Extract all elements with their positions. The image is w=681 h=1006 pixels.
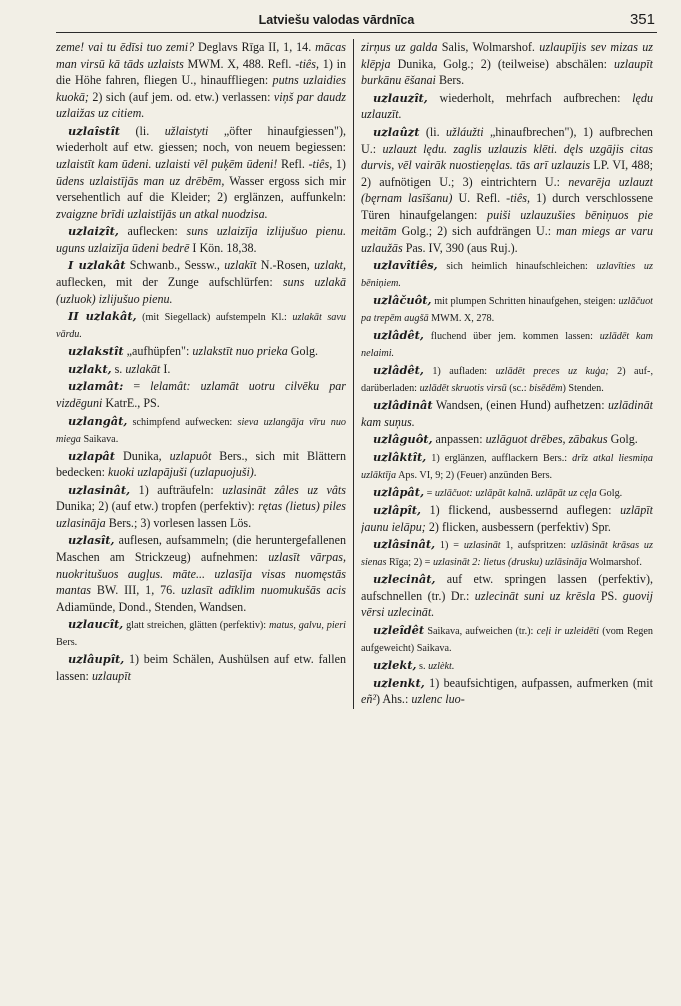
latvian-example: zirņus uz galda (361, 40, 438, 54)
entry-text: 1) aufladen: (423, 366, 496, 378)
entry-text: Bers., sich mit Blättern bedecken: (56, 448, 346, 480)
entry-text: Golg.; 2) sich aufdrängen U.: (396, 224, 557, 239)
entry-text: auf etw. springen lassen (perfektiv), aufschnellen (tr.) Dr.: (361, 572, 653, 603)
entry-text: (li. (120, 123, 165, 138)
entry-text: „aufhüpfen": (123, 344, 193, 359)
entry-text: „öfter hinaufgiessen"), wiederholt auf etw. giessen; noch, von neuem begiessen: (56, 123, 346, 155)
entry-text: fluchend über jem. kommen lassen: (423, 331, 600, 343)
entry-text: (mit Siegellack) aufstempeln Kl.: (136, 312, 293, 324)
entry-text: auflecken: (118, 224, 187, 239)
latvian-example: -tiês, (295, 56, 320, 71)
entry-text: 2) auf-, darüberladen: (361, 366, 653, 395)
entry-text: Aps. VI, 9; 2) (Feuer) anzünden Bers. (396, 469, 553, 481)
entry-text: (sc.: (506, 383, 530, 395)
latvian-example: uzlavīties uz bēniņiem. (361, 261, 653, 290)
entry-text: Dunika, Golg.; 2) (teilweise) abschälen: (390, 56, 615, 71)
dictionary-entry (361, 536, 653, 570)
entry-text: 1) beim Schälen, Aushülsen auf etw. fallen lassen: (56, 652, 346, 683)
dictionary-entry (361, 502, 653, 535)
dictionary-entry (361, 449, 653, 483)
latvian-example: uzlāguot drēbes, zābakus (485, 432, 608, 447)
entry-text: (li. (419, 124, 446, 139)
entry-text: 1) aufträufeln: (130, 482, 223, 497)
entry-text: 2) sich (auf jem. od. etw.) verlassen: (88, 89, 274, 104)
latvian-example: uzlasīt adīklim nuomukušās acis (181, 583, 346, 598)
dictionary-entry (361, 124, 653, 257)
entry-text: s. (416, 660, 429, 672)
headword: uzlekt, (373, 657, 417, 672)
headword: II uzlakât, (68, 309, 137, 324)
latvian-example: uzlenc luo- (411, 692, 465, 707)
latvian-example: -tiês, (308, 157, 333, 171)
headword: uzlâpît, (373, 502, 421, 517)
latvian-example: eñ² (361, 692, 377, 707)
dictionary-entry (56, 482, 346, 532)
entry-text: Salis, Wolmarshof. (437, 40, 540, 54)
entry-text: 1) flickend, ausbessernd auflegen: (420, 502, 621, 517)
latvian-example: kuoki uzlapājuši (uzlapuojuši). (108, 465, 257, 480)
latvian-example: uzlèkt. (428, 660, 455, 672)
headword: uzlâdêt, (373, 363, 424, 378)
entry-text: Schwanb., Sessw., (125, 258, 225, 273)
latvian-example: uzlakstīt nuo prieka (192, 344, 288, 359)
latvian-example: užlaistyti (164, 123, 209, 138)
entry-text: ) Ahs.: (376, 692, 412, 707)
headword: uzlâčuôt, (373, 293, 432, 308)
headword: uzlaizît, (68, 224, 119, 239)
entry-text: Wolmarshof. (586, 557, 642, 569)
latvian-example: uzlauzt lędu. zaglis uzlauzis klēti. dęls uzgājis citas durvis, vēl vairāk nuostieņęlas. tās arī uzlauzis (361, 141, 653, 173)
entry-text: Bers. (56, 637, 78, 649)
latvian-example: ūdens uzlaistījās man uz drēbēm, (56, 173, 225, 188)
headword: uzlasît, (68, 533, 115, 548)
latvian-example: suns uzlakā (uzluok) izlijušuo pienu. (56, 275, 346, 306)
latvian-example: matus, galvu, pieri (269, 620, 346, 632)
entry-text: Pas. IV, 390 (aus Ruj.). (402, 240, 518, 255)
headword: uzlavîtiês, (373, 258, 438, 273)
latvian-example: man miegs ar varu uzlaužās (361, 224, 653, 255)
latvian-example: uzlakāt savu vārdu. (56, 312, 346, 341)
entry-text: Saikava, aufweichen (tr.): (424, 625, 537, 637)
entry-text: auflesen, aufsammeln; (die heruntergefallenen Maschen am Strickzeug) aufnehmen: (56, 533, 346, 565)
latvian-example: nevarēja uzlauzt (bęrnam lasīšanu) (361, 174, 653, 206)
headword: uzlâdêt, (373, 328, 424, 343)
headword: uzlapât (68, 448, 116, 463)
entry-text: I Kön. 18,38. (189, 240, 257, 255)
entry-text: 1) durch verschlossene Türen hinaufgelangen: (361, 191, 653, 222)
headword: uzlâguôt, (373, 432, 433, 447)
dictionary-entry (361, 292, 653, 326)
entry-text: Wandsen, (einen Hund) aufhetzen: (432, 398, 608, 413)
entry-text: Wasser ergoss sich mir versehentlich auf die Kleider; 2) erglänzen, auffunkeln: (56, 173, 346, 205)
entry-text: Golg. (287, 344, 319, 359)
entry-text: N.-Rosen, (256, 258, 315, 273)
latvian-example: puiši uzlauzušies bēniņuos pie meitām (361, 207, 653, 239)
latvian-example: uzlādēt kam nelaimi. (361, 331, 653, 360)
entry-continuation (361, 39, 653, 89)
entry-continuation (56, 39, 346, 122)
entry-text: Bers.; 3) vorlesen lassen Lös. (105, 515, 252, 530)
entry-text: BW. III, 1, 76. (90, 583, 182, 598)
latvian-example: uzlāpīt jaunu ielāpu; (361, 502, 653, 534)
entry-text: schimpfend aufwecken: (127, 416, 238, 428)
headword: uzlenkt, (373, 675, 425, 690)
headword: uzlecinât, (373, 572, 436, 587)
latvian-example: -tiês, (506, 191, 531, 206)
entry-text: Bers. (435, 73, 465, 88)
dictionary-entry (361, 622, 653, 656)
latvian-example: uzlaupījis sev mizas uz klēpja (361, 40, 653, 71)
latvian-example: zvaigzne brīdi uzlaistījās un atkal nuodzisa. (56, 206, 268, 221)
dictionary-entry (56, 343, 346, 360)
dictionary-entry (56, 123, 346, 222)
headword: uzlâdinât (373, 398, 433, 413)
entry-text: 1) (332, 157, 346, 171)
latvian-example: sieva uzlangāja vīru nuo miega (56, 416, 346, 445)
entry-text: U. Refl. (452, 191, 507, 206)
dictionary-entry (361, 657, 653, 674)
dictionary-entry (56, 616, 346, 650)
headword: uzlamât: (68, 379, 124, 394)
latvian-example: uzlapuôt (169, 448, 212, 463)
latvian-example: uzlasināt 2: lietus (drusku) uzlāsināja (432, 557, 587, 569)
latvian-example: uzlakāt (125, 361, 161, 376)
two-column-body (56, 39, 657, 709)
headword: uzlaîstît (68, 123, 121, 138)
dictionary-entry (56, 378, 346, 411)
dictionary-entry (56, 223, 346, 256)
latvian-example: uzlasīt vārpas, nuokritušuos augļus. māte... uzlasīja visas nuomęstās mantas (56, 550, 346, 598)
latvian-example: zeme! vai tu ēdīsi tuo zemi? (56, 40, 195, 54)
latvian-example: guovij vērsi uzlecināt. (361, 588, 653, 620)
headword: uzlâupît, (68, 652, 125, 667)
headword: uzlasinât, (68, 482, 131, 497)
entry-text: Adiamünde, Dond., Stenden, Wandsen. (56, 599, 247, 614)
latvian-example: uzlasināt zâles uz vâts (222, 482, 346, 497)
latvian-example: ceļi ir uzleidēti (536, 625, 600, 637)
latvian-example: uzlādēt preces uz kuģa; (495, 366, 609, 378)
latvian-example: uzlaistīt kam ūdeni. uzlaisti vēl puķēm ūdeni! (56, 157, 278, 171)
headword: uzlaucît, (68, 617, 124, 632)
latvian-example: uzlaupīt burkānu ēšanai (361, 56, 653, 88)
dictionary-entry (361, 257, 653, 291)
latvian-example: uzlaupīt (91, 668, 131, 683)
dictionary-entry (56, 413, 346, 447)
latvian-example: lelamât: uzlamāt uotru cilvēku par vizdēguni (56, 379, 346, 410)
dictionary-entry (56, 448, 346, 481)
column-divider (353, 39, 354, 709)
entry-text: PS. (595, 588, 623, 603)
latvian-example: uzlecināt suni uz krēsla (474, 588, 596, 603)
entry-text: Rīga; 2) = (386, 557, 433, 569)
running-title: Latviešu valodas vārdnīca (258, 13, 415, 27)
entry-text: 2) flicken, ausbessern (perfektiv) Spr. (425, 519, 611, 534)
dictionary-entry (361, 362, 653, 396)
entry-text: „hinaufbrechen"), 1) aufbrechen U.: (361, 124, 653, 156)
dictionary-entry (361, 484, 653, 501)
entry-text: (vom Regen aufgeweicht) Saikava. (361, 625, 653, 654)
latvian-example: uzlādināt kam suņus. (361, 398, 653, 429)
entry-text: s. (111, 361, 126, 376)
left-column (56, 39, 346, 709)
entry-text: = (424, 487, 435, 499)
entry-text: auflecken, mit der Zunge aufschlürfen: (56, 275, 283, 290)
dictionary-entry (56, 651, 346, 684)
dictionary-entry (361, 90, 653, 123)
latvian-example: uzlāsināt krāsas uz sienas (361, 540, 653, 569)
headword: I uzlakât (68, 258, 126, 273)
entry-text: anpassen: (432, 432, 486, 447)
headword: uzlaûzt (373, 124, 420, 139)
dictionary-entry (56, 257, 346, 307)
right-column (361, 39, 653, 709)
dictionary-entry (56, 308, 346, 342)
entry-text: glatt streichen, glätten (perfektiv): (123, 620, 269, 632)
entry-text: 1) = (435, 540, 464, 552)
dictionary-entry (361, 675, 653, 708)
entry-text: 1, aufspritzen: (500, 540, 571, 552)
entry-text: Golg. (607, 432, 638, 447)
entry-text: MWM. X, 278. (428, 313, 495, 325)
headword: uzlâktît, (373, 450, 427, 464)
entry-text: KatrE., PS. (102, 396, 160, 410)
latvian-example: drīz atkal liesmiņa uzlāktīja (361, 453, 653, 481)
latvian-example: rętas (lietus) piles uzlasināja (56, 499, 346, 530)
entry-text: 1) erglänzen, aufflackern Bers.: (426, 453, 573, 464)
headword: uzlauzît, (373, 90, 428, 105)
entry-text: ) Stenden. (562, 383, 604, 395)
page-number: 351 (629, 11, 655, 28)
entry-text: I. (160, 361, 171, 376)
page-header (56, 10, 657, 33)
entry-text: LP. VI, 488; 2) aufnötigen U.; 3) eintrichtern U.: (361, 158, 653, 189)
latvian-example: uzlasināt (463, 540, 501, 552)
headword: uzlangât, (68, 413, 128, 428)
latvian-example: putns uzlaidies kuokā; (56, 73, 346, 104)
latvian-example: uzlādēt skruotis virsū (419, 383, 507, 395)
headword: uzlâsinât, (373, 537, 436, 552)
latvian-example: uzlāčuot pa trepēm augšā (361, 296, 653, 325)
entry-text: = (123, 379, 151, 394)
latvian-example: mācas man virsū kā tāds uzlaists (56, 40, 346, 71)
entry-text: wiederholt, mehrfach aufbrechen: (427, 90, 633, 105)
dictionary-entry (361, 571, 653, 621)
headword: uzlâpât, (373, 484, 425, 499)
latvian-example: uzlakt, (314, 258, 346, 273)
dictionary-entry (56, 361, 346, 378)
dictionary-entry (361, 327, 653, 361)
entry-text: Deglavs Rīga II, 1, 14. (194, 40, 316, 54)
dictionary-entry (56, 532, 346, 615)
entry-text: Saikava. (80, 433, 119, 445)
latvian-example: lędu uzlauzīt. (361, 90, 653, 122)
latvian-example: užláužti (445, 124, 484, 139)
entry-text: sich heimlich hinaufschleichen: (437, 261, 597, 273)
latvian-example: suns uzlaizīja izlijušuo pienu. uguns uzlaizīja ūdeni bedrē (56, 224, 346, 255)
entry-text: 1) in die Höhe fahren, fliegen U., hinauffliegen: (56, 56, 346, 88)
latvian-example: uzlakīt (224, 258, 257, 273)
dictionary-entry (361, 431, 653, 448)
latvian-example: viņš par daudz uzlaižas uz citiem. (56, 89, 346, 121)
headword: uzleîdêt (373, 622, 425, 637)
headword: uzlakstît (68, 344, 124, 359)
dictionary-entry (361, 397, 653, 430)
latvian-example: bisēdēm (529, 383, 563, 395)
entry-text: Dunika, (115, 448, 170, 463)
entry-text: 1) beaufsichtigen, aufpassen, aufmerken (mit (424, 675, 653, 690)
entry-text: MWM. X, 488. Refl. (183, 56, 296, 71)
entry-text: Golg. (596, 487, 623, 499)
entry-text: Dunika; 2) (auf etw.) tropfen (perfektiv): (56, 499, 259, 514)
headword: uzlakt, (68, 361, 112, 376)
entry-text: mit plumpen Schritten hinaufgehen, steigen: (431, 296, 619, 308)
entry-text: Refl. (277, 157, 309, 171)
latvian-example: uzlāčuot: uzlāpāt kalnā. uzlāpāt uz cęļa (434, 487, 597, 499)
